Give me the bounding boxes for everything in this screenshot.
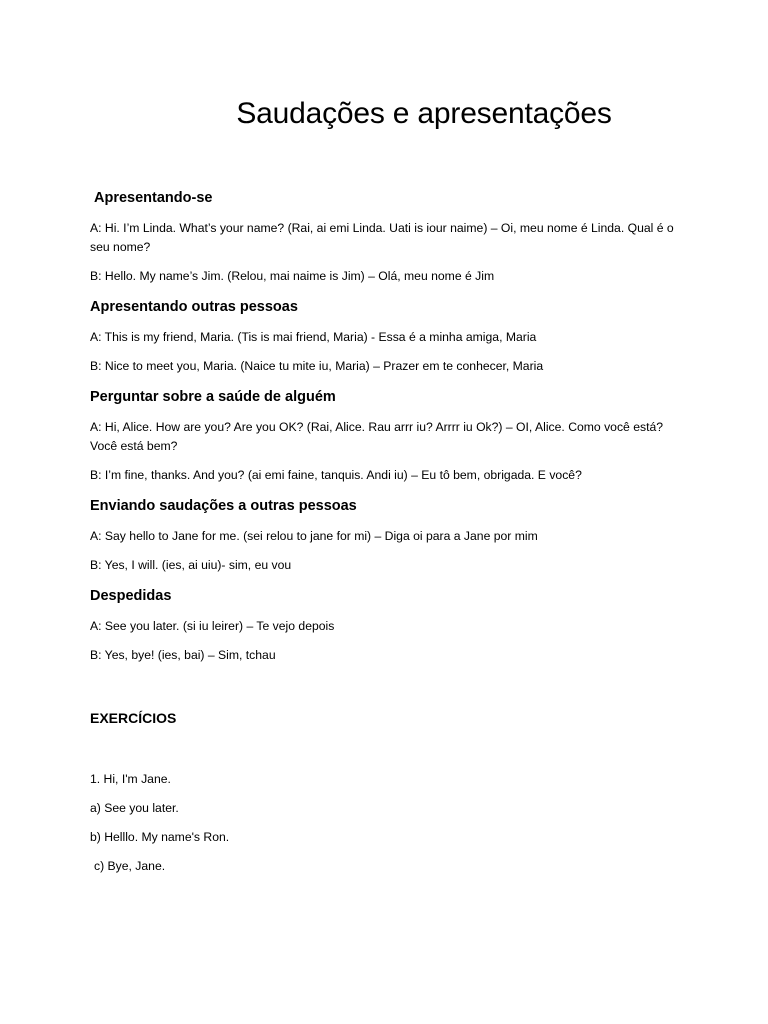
dialogue-line: A: Hi, Alice. How are you? Are you OK? (Rai, Alice. Rau arrr iu? Arrrr iu Ok?) – OI, Alice. Como você está? Você está bem?: [90, 420, 664, 453]
section-heading: Perguntar sobre a saúde de alguém: [90, 389, 336, 405]
dialogue-line: A: See you later. (si iu leirer) – Te vejo depois: [90, 619, 335, 633]
exercises-heading: EXERCÍCIOS: [90, 710, 177, 726]
section-apresentando-se: [90, 188, 690, 286]
section-perguntar-saude: [90, 387, 690, 485]
dialogue-line: B: Yes, I will. (ies, ai uiu)- sim, eu vou: [90, 558, 292, 572]
section-apresentando-outras-pessoas: [90, 297, 690, 376]
dialogue-line: A: This is my friend, Maria. (Tis is mai friend, Maria) - Essa é a minha amiga, Maria: [90, 330, 537, 344]
section-exercicios: [90, 708, 690, 876]
exercise-item: a) See you later.: [90, 801, 179, 815]
dialogue-line: B: Nice to meet you, Maria. (Naice tu mite iu, Maria) – Prazer em te conhecer, Maria: [90, 359, 544, 373]
section-heading: Apresentando-se: [94, 190, 213, 206]
dialogue-line: A: Hi. I’m Linda. What’s your name? (Rai, ai emi Linda. Uati is iour naime) – Oi, meu nome é Linda. Qual é o seu nome?: [90, 221, 674, 254]
section-heading: Apresentando outras pessoas: [90, 299, 298, 315]
exercise-item: c) Bye, Jane.: [94, 859, 166, 873]
section-despedidas: [90, 586, 690, 665]
page-title: Saudações e apresentações: [236, 97, 612, 130]
dialogue-line: B: I’m fine, thanks. And you? (ai emi faine, tanquis. Andi iu) – Eu tô bem, obrigada. E você?: [90, 468, 582, 482]
section-heading: Despedidas: [90, 588, 172, 604]
exercise-item: b) Helllo. My name's Ron.: [90, 830, 230, 844]
section-enviando-saudacoes: [90, 496, 690, 575]
dialogue-line: A: Say hello to Jane for me. (sei relou to jane for mi) – Diga oi para a Jane por mim: [90, 529, 538, 543]
exercise-item: 1. Hi, I'm Jane.: [90, 772, 171, 786]
dialogue-line: B: Yes, bye! (ies, bai) – Sim, tchau: [90, 648, 276, 662]
section-heading: Enviando saudações a outras pessoas: [90, 498, 357, 514]
document-body: [90, 188, 690, 876]
dialogue-line: B: Hello. My name’s Jim. (Relou, mai naime is Jim) – Olá, meu nome é Jim: [90, 269, 495, 283]
